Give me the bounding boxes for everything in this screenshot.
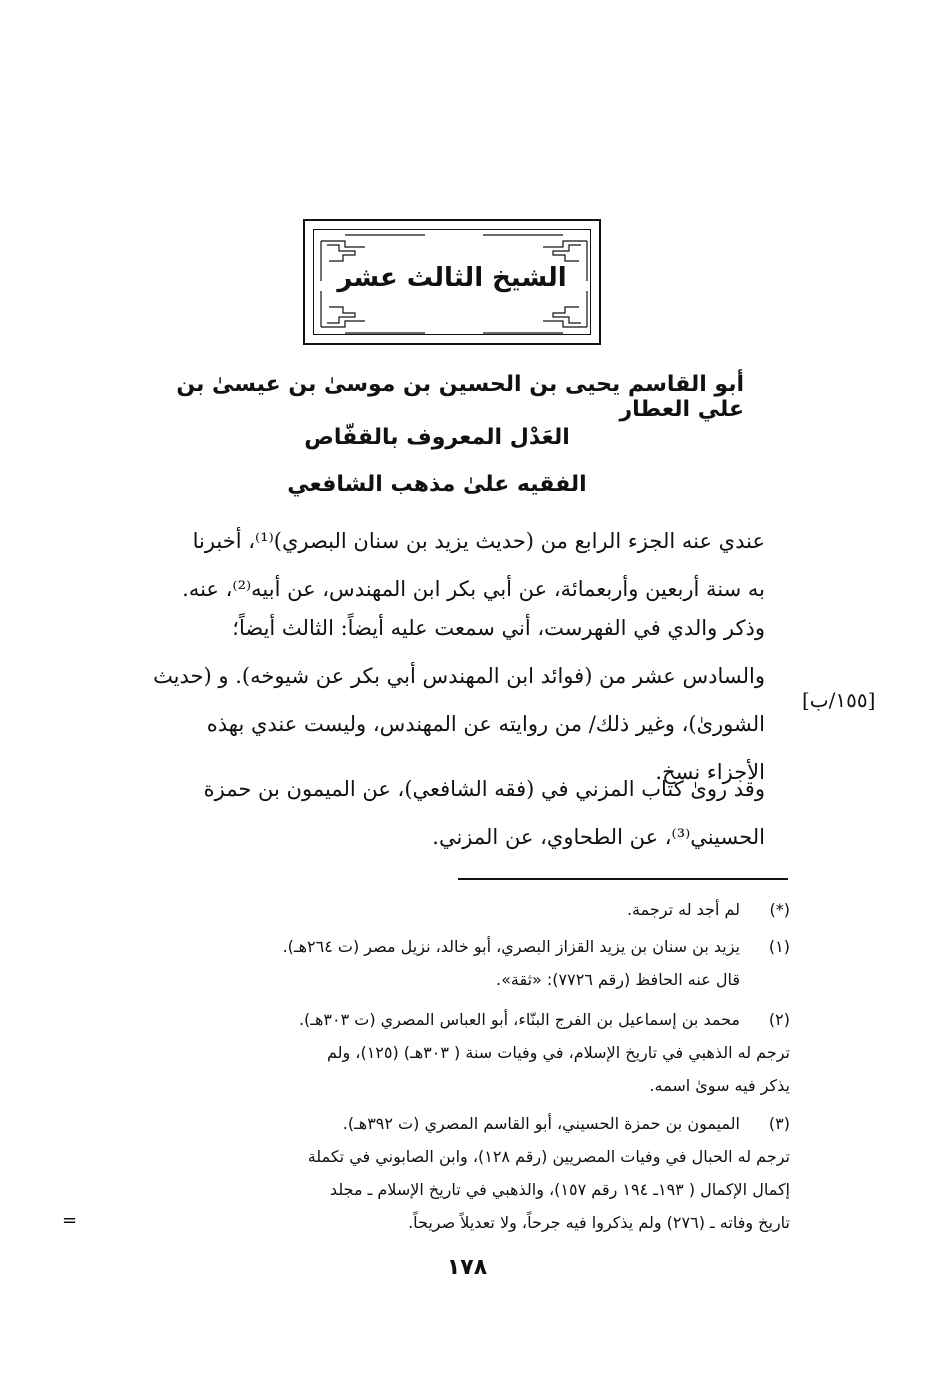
footnote-line: ترجم له الحبال في وفيات المصريين (رقم ١٢٨)، وابن الصابوني في تكملة bbox=[307, 1147, 790, 1166]
continuation-mark: = bbox=[62, 1210, 78, 1231]
footnote-3 bbox=[90, 1107, 790, 1239]
footnote-marker: (*) bbox=[769, 900, 790, 919]
footnote-separator bbox=[458, 878, 788, 880]
scholar-name-heading: أبو القاسم يحيى بن الحسين بن موسىٰ بن عيسىٰ بن علي العطار bbox=[176, 372, 744, 422]
footnote-line: إكمال الإكمال ( ١٩٣ـ ١٩٤ رقم ١٥٧)، والذهبي في تاريخ الإسلام ـ مجلد bbox=[329, 1180, 790, 1199]
footnote-line: محمد بن إسماعيل بن الفرج البنّاء، أبو العباس المصري (ت ٣٠٣هـ). bbox=[298, 1010, 740, 1029]
footnote-line: الميمون بن حمزة الحسيني، أبو القاسم المصري (ت ٣٩٢هـ). bbox=[342, 1114, 740, 1133]
footnote-line: يزيد بن سنان بن يزيد القزاز البصري، أبو خالد، نزيل مصر (ت ٢٦٤هـ). bbox=[282, 937, 740, 956]
footnote-line: لم أجد له ترجمة. bbox=[626, 900, 740, 919]
paragraph-3 bbox=[95, 765, 765, 861]
paragraph-line: الشورىٰ)، وغير ذلك/ من روايته عن المهندس، وليست عندي بهذه bbox=[206, 712, 765, 736]
paragraph-line: به سنة أربعين وأربعمائة، عن أبي بكر ابن المهندس، عن أبيه⁽²⁾، عنه. bbox=[182, 577, 765, 601]
paragraph-line: وذكر والدي في الفهرست، أني سمعت عليه أيضاً: الثالث أيضاً؛ bbox=[232, 616, 765, 640]
footnote-2 bbox=[90, 1003, 790, 1102]
paragraph-line: عندي عنه الجزء الرابع من (حديث يزيد بن سنان البصري)⁽¹⁾، أخبرنا bbox=[192, 529, 765, 553]
footnote-line: يذكر فيه سوىٰ اسمه. bbox=[649, 1076, 790, 1095]
paragraph-line: والسادس عشر من (فوائد ابن المهندس أبي بكر عن شيوخه). و (حديث bbox=[153, 664, 765, 688]
page-number: ١٧٨ bbox=[446, 1255, 488, 1280]
footnote-line: تاريخ وفاته ـ (٢٧٦) ولم يذكروا فيه جرحاً، ولا تعديلاً صريحاً. bbox=[408, 1213, 790, 1232]
footnote-star bbox=[90, 893, 790, 926]
chapter-title: الشيخ الثالث عشر bbox=[337, 263, 567, 293]
paragraph-line: الأجزاء نسخ. bbox=[655, 760, 765, 784]
manuscript-folio-note: [١٥٥/ب] bbox=[802, 688, 876, 712]
chapter-title-frame bbox=[303, 219, 601, 345]
footnote-marker: (١) bbox=[768, 937, 790, 956]
scholar-madhhab-heading: الفقيه علىٰ مذهب الشافعي bbox=[287, 472, 587, 497]
scholar-title-heading: العَدْل المعروف بالقفّاص bbox=[304, 425, 570, 450]
paragraph-line: الحسيني⁽³⁾، عن الطحاوي، عن المزني. bbox=[432, 825, 765, 849]
footnote-line: قال عنه الحافظ (رقم ٧٧٢٦): «ثقة». bbox=[496, 970, 740, 989]
footnote-marker: (٣) bbox=[768, 1114, 790, 1133]
paragraph-1 bbox=[95, 517, 765, 613]
footnote-marker: (٢) bbox=[768, 1010, 790, 1029]
footnote-line: ترجم له الذهبي في تاريخ الإسلام، في وفيات سنة ( ٣٠٣هـ) (١٢٥)، ولم bbox=[326, 1043, 790, 1062]
footnote-1 bbox=[90, 930, 790, 996]
paragraph-line: وقد روىٰ كتاب المزني في (فقه الشافعي)، عن الميمون بن حمزة bbox=[203, 777, 765, 801]
